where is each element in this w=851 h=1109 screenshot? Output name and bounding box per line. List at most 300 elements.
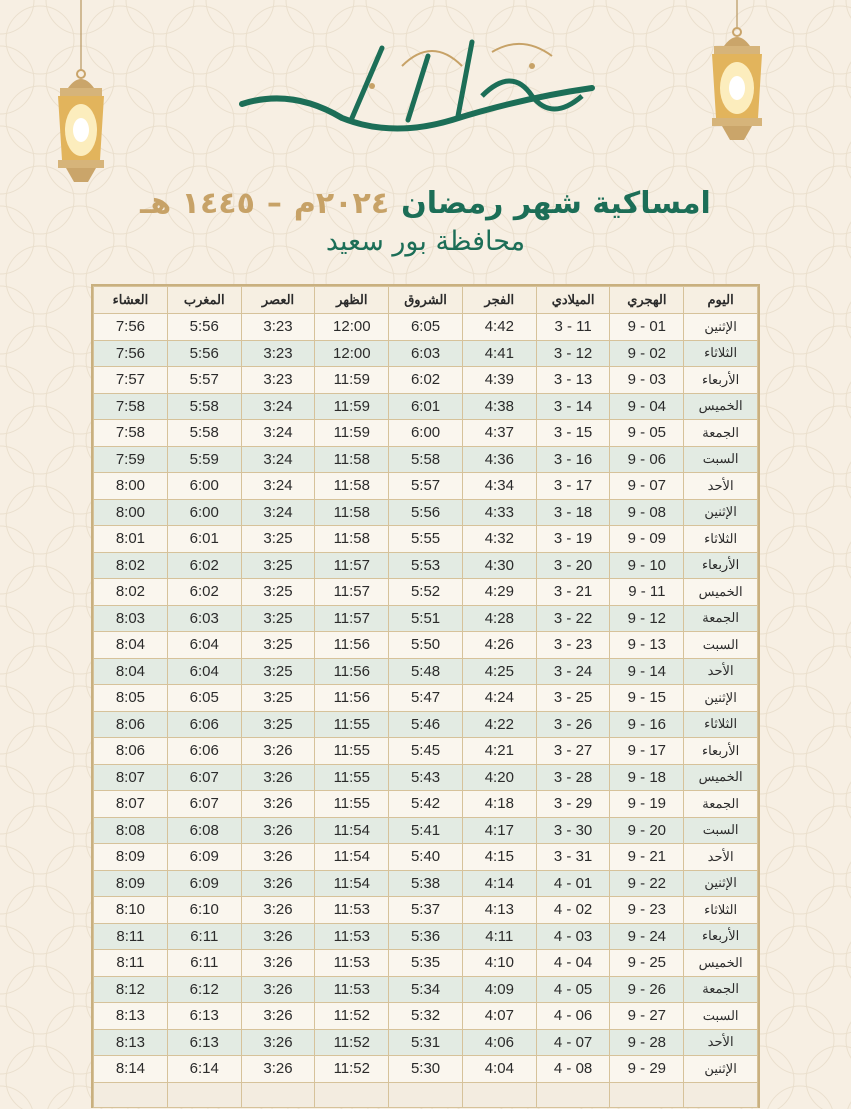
- table-cell: 3:25: [241, 685, 315, 712]
- table-cell: 3:26: [241, 817, 315, 844]
- table-cell: 4:28: [462, 605, 536, 632]
- table-cell: 8:12: [94, 976, 168, 1003]
- table-cell: 5:58: [167, 393, 241, 420]
- table-cell: 4:10: [462, 950, 536, 977]
- table-row: [94, 605, 758, 632]
- table-cell: 29 - 9: [610, 1056, 684, 1083]
- table-cell: [610, 1082, 684, 1107]
- table-cell: 5:52: [389, 579, 463, 606]
- table-cell: 5:43: [389, 764, 463, 791]
- table-cell: 8:00: [94, 473, 168, 500]
- table-cell: 5:51: [389, 605, 463, 632]
- column-header: الظهر: [315, 287, 389, 314]
- table-cell: 8:05: [94, 685, 168, 712]
- lantern-icon: [48, 0, 114, 190]
- table-cell: 5:45: [389, 738, 463, 765]
- table-cell: 5:34: [389, 976, 463, 1003]
- governorate-subtitle: محافظة بور سعيد: [325, 226, 526, 257]
- table-cell: 3:26: [241, 1056, 315, 1083]
- table-cell: 6:05: [389, 314, 463, 341]
- table-cell: 5:42: [389, 791, 463, 818]
- table-cell: 4:09: [462, 976, 536, 1003]
- table-cell: 8:06: [94, 738, 168, 765]
- table-cell: 4:21: [462, 738, 536, 765]
- table-cell: 7:56: [94, 340, 168, 367]
- table-cell: 6:03: [167, 605, 241, 632]
- table-cell: 8:07: [94, 791, 168, 818]
- table-cell: 21 - 3: [536, 579, 610, 606]
- table-cell: 7:59: [94, 446, 168, 473]
- table-cell: 04 - 9: [610, 393, 684, 420]
- table-cell: 11:52: [315, 1003, 389, 1030]
- table-row: [94, 526, 758, 553]
- table-cell: [462, 1082, 536, 1107]
- table-cell: 8:06: [94, 711, 168, 738]
- table-cell: 08 - 9: [610, 499, 684, 526]
- table-cell: 3:24: [241, 393, 315, 420]
- table-cell: 8:00: [94, 499, 168, 526]
- table-cell: 11:58: [315, 499, 389, 526]
- table-cell: 03 - 4: [536, 923, 610, 950]
- table-cell: 11:57: [315, 552, 389, 579]
- table-cell: 6:10: [167, 897, 241, 924]
- table-cell: [684, 1082, 758, 1107]
- table-row: [94, 473, 758, 500]
- table-cell: 11:59: [315, 393, 389, 420]
- table-cell: 8:11: [94, 950, 168, 977]
- table-cell: 4:36: [462, 446, 536, 473]
- table-cell: 5:47: [389, 685, 463, 712]
- table-cell: 6:11: [167, 923, 241, 950]
- table-cell: 5:38: [389, 870, 463, 897]
- lantern-icon: [704, 0, 770, 145]
- column-header: المغرب: [167, 287, 241, 314]
- table-cell: الإثنين: [684, 1056, 758, 1083]
- table-cell: 8:09: [94, 870, 168, 897]
- table-cell: 8:07: [94, 764, 168, 791]
- table-cell: 4:37: [462, 420, 536, 447]
- table-cell: 6:05: [167, 685, 241, 712]
- table-cell: 11:55: [315, 711, 389, 738]
- table-cell: 3:25: [241, 711, 315, 738]
- table-cell: 5:36: [389, 923, 463, 950]
- table-cell: 01 - 4: [536, 870, 610, 897]
- table-cell: السبت: [684, 817, 758, 844]
- table-cell: 16 - 9: [610, 711, 684, 738]
- table-cell: السبت: [684, 1003, 758, 1030]
- table-cell: 4:13: [462, 897, 536, 924]
- table-cell: 3:26: [241, 1029, 315, 1056]
- table-cell: 6:01: [389, 393, 463, 420]
- table-row: [94, 658, 758, 685]
- table-cell: 5:53: [389, 552, 463, 579]
- table-row: [94, 340, 758, 367]
- column-header: اليوم: [684, 287, 758, 314]
- table-cell: 05 - 4: [536, 976, 610, 1003]
- table-cell: 3:25: [241, 526, 315, 553]
- table-cell: 12 - 3: [536, 340, 610, 367]
- table-cell: 10 - 9: [610, 552, 684, 579]
- table-cell: الثلاثاء: [684, 526, 758, 553]
- table-cell: 23 - 3: [536, 632, 610, 659]
- table-cell: 4:30: [462, 552, 536, 579]
- table-cell: 11:56: [315, 685, 389, 712]
- table-cell: 3:23: [241, 367, 315, 394]
- table-cell: 5:37: [389, 897, 463, 924]
- table-cell: 08 - 4: [536, 1056, 610, 1083]
- table-cell: 4:42: [462, 314, 536, 341]
- table-cell: 5:46: [389, 711, 463, 738]
- table-cell: 18 - 3: [536, 499, 610, 526]
- table-cell: الثلاثاء: [684, 711, 758, 738]
- table-cell: 7:58: [94, 393, 168, 420]
- table-cell: 11:53: [315, 976, 389, 1003]
- hijri-year: ١٤٤٥ هـ: [140, 185, 255, 221]
- table-cell: 4:32: [462, 526, 536, 553]
- table-cell: 6:07: [167, 791, 241, 818]
- table-cell: 4:11: [462, 923, 536, 950]
- table-cell: 3:23: [241, 314, 315, 341]
- table-cell: 12 - 9: [610, 605, 684, 632]
- table-cell: الجمعة: [684, 420, 758, 447]
- table-cell: 6:00: [389, 420, 463, 447]
- table-row: [94, 923, 758, 950]
- table-cell: 15 - 9: [610, 685, 684, 712]
- table-cell: الأحد: [684, 473, 758, 500]
- table-cell: الثلاثاء: [684, 340, 758, 367]
- table-row: [94, 1003, 758, 1030]
- table-cell: 02 - 9: [610, 340, 684, 367]
- table-cell: [167, 1082, 241, 1107]
- table-cell: 3:24: [241, 499, 315, 526]
- table-cell: الأربعاء: [684, 738, 758, 765]
- table-cell: 4:41: [462, 340, 536, 367]
- table-cell: 06 - 4: [536, 1003, 610, 1030]
- column-header: الفجر: [462, 287, 536, 314]
- table-cell: 25 - 3: [536, 685, 610, 712]
- table-cell: الإثنين: [684, 499, 758, 526]
- table-cell: 11:54: [315, 844, 389, 871]
- table-cell: 3:26: [241, 950, 315, 977]
- table-cell: 20 - 9: [610, 817, 684, 844]
- table-row: [94, 685, 758, 712]
- table-cell: 4:22: [462, 711, 536, 738]
- table-cell: 6:14: [167, 1056, 241, 1083]
- table-cell: 12:00: [315, 314, 389, 341]
- table-row: [94, 632, 758, 659]
- table-cell: الأربعاء: [684, 367, 758, 394]
- table-cell: 11:58: [315, 526, 389, 553]
- table-row: [94, 579, 758, 606]
- table-cell: 4:33: [462, 499, 536, 526]
- table-cell: الأحد: [684, 1029, 758, 1056]
- table-cell: 22 - 9: [610, 870, 684, 897]
- table-row: [94, 791, 758, 818]
- table-cell: الجمعة: [684, 791, 758, 818]
- table-cell: 4:34: [462, 473, 536, 500]
- table-cell: 6:04: [167, 632, 241, 659]
- table-cell: 27 - 3: [536, 738, 610, 765]
- table-cell: 6:06: [167, 711, 241, 738]
- table-row: [94, 950, 758, 977]
- table-cell: [536, 1082, 610, 1107]
- table-cell: 8:02: [94, 552, 168, 579]
- table-cell: 4:24: [462, 685, 536, 712]
- table-cell: [94, 1082, 168, 1107]
- table-cell: 3:25: [241, 579, 315, 606]
- table-cell: 7:57: [94, 367, 168, 394]
- table-cell: 3:26: [241, 923, 315, 950]
- table-cell: الخميس: [684, 579, 758, 606]
- table-cell: 3:25: [241, 605, 315, 632]
- table-cell: الإثنين: [684, 870, 758, 897]
- table-cell: 12:00: [315, 340, 389, 367]
- table-cell: 25 - 9: [610, 950, 684, 977]
- table-cell: 6:03: [389, 340, 463, 367]
- table-cell: 19 - 9: [610, 791, 684, 818]
- table-cell: 5:32: [389, 1003, 463, 1030]
- table-cell: 09 - 9: [610, 526, 684, 553]
- table-cell: 11:58: [315, 446, 389, 473]
- table-row: [94, 499, 758, 526]
- table-cell: 6:00: [167, 473, 241, 500]
- table-cell: 29 - 3: [536, 791, 610, 818]
- table-cell: 11:57: [315, 605, 389, 632]
- table-cell: 3:26: [241, 897, 315, 924]
- table-cell: 19 - 3: [536, 526, 610, 553]
- table-cell: 6:00: [167, 499, 241, 526]
- table-header-row: [94, 287, 758, 314]
- table-cell: الخميس: [684, 393, 758, 420]
- table-cell: 3:24: [241, 420, 315, 447]
- table-row: [94, 711, 758, 738]
- table-cell: 4:17: [462, 817, 536, 844]
- table-row: [94, 1056, 758, 1083]
- table-cell: 28 - 9: [610, 1029, 684, 1056]
- table-cell: 3:23: [241, 340, 315, 367]
- table-cell: 04 - 4: [536, 950, 610, 977]
- table-cell: 5:40: [389, 844, 463, 871]
- table-cell: 8:13: [94, 1003, 168, 1030]
- table-cell: 4:39: [462, 367, 536, 394]
- table-cell: 11:59: [315, 420, 389, 447]
- column-header: الميلادي: [536, 287, 610, 314]
- table-cell: 11:56: [315, 632, 389, 659]
- table-row: [94, 738, 758, 765]
- table-cell: 4:25: [462, 658, 536, 685]
- table-cell: 21 - 9: [610, 844, 684, 871]
- table-cell: 26 - 9: [610, 976, 684, 1003]
- table-cell: 11:54: [315, 817, 389, 844]
- table-cell: الجمعة: [684, 976, 758, 1003]
- column-header: العشاء: [94, 287, 168, 314]
- table-cell: الأحد: [684, 658, 758, 685]
- table-cell: 6:13: [167, 1029, 241, 1056]
- table-cell: الخميس: [684, 950, 758, 977]
- table-cell: 07 - 4: [536, 1029, 610, 1056]
- table-cell: 13 - 9: [610, 632, 684, 659]
- table-cell: 3:24: [241, 446, 315, 473]
- table-cell: 28 - 3: [536, 764, 610, 791]
- table-row: [94, 446, 758, 473]
- table-cell: 5:57: [167, 367, 241, 394]
- table-cell: 24 - 9: [610, 923, 684, 950]
- table-cell: 17 - 3: [536, 473, 610, 500]
- column-header: الشروق: [389, 287, 463, 314]
- table-cell: الجمعة: [684, 605, 758, 632]
- table-cell: 5:56: [389, 499, 463, 526]
- table-cell: 11:58: [315, 473, 389, 500]
- table-cell: 4:38: [462, 393, 536, 420]
- table-cell: 11:52: [315, 1029, 389, 1056]
- table-cell: 3:25: [241, 632, 315, 659]
- table-cell: 18 - 9: [610, 764, 684, 791]
- table-cell: 6:06: [167, 738, 241, 765]
- column-header: العصر: [241, 287, 315, 314]
- table-cell: 8:01: [94, 526, 168, 553]
- table-cell: 14 - 3: [536, 393, 610, 420]
- table-cell: 4:26: [462, 632, 536, 659]
- table-cell: الأحد: [684, 844, 758, 871]
- table-cell: 5:56: [167, 314, 241, 341]
- table-cell: الإثنين: [684, 685, 758, 712]
- title-prefix: امساكية شهر رمضان: [401, 185, 711, 221]
- table-cell: 8:04: [94, 658, 168, 685]
- table-cell: 4:20: [462, 764, 536, 791]
- table-cell: 8:13: [94, 1029, 168, 1056]
- table-cell: 4:07: [462, 1003, 536, 1030]
- table-cell: 5:55: [389, 526, 463, 553]
- table-cell: 13 - 3: [536, 367, 610, 394]
- table-row: [94, 870, 758, 897]
- table-cell: 20 - 3: [536, 552, 610, 579]
- table-cell: السبت: [684, 632, 758, 659]
- table-row: [94, 976, 758, 1003]
- table-cell: 4:18: [462, 791, 536, 818]
- table-cell: 3:26: [241, 738, 315, 765]
- table-cell: 11:56: [315, 658, 389, 685]
- table-cell: 3:26: [241, 844, 315, 871]
- table-cell: 6:02: [167, 552, 241, 579]
- page-title: [0, 180, 851, 226]
- table-cell: 7:56: [94, 314, 168, 341]
- table-row: [94, 817, 758, 844]
- table-cell: 30 - 3: [536, 817, 610, 844]
- table-cell: 5:58: [389, 446, 463, 473]
- table-cell: 11:59: [315, 367, 389, 394]
- table-cell: 5:56: [167, 340, 241, 367]
- table-cell: 6:02: [167, 579, 241, 606]
- table-cell: 07 - 9: [610, 473, 684, 500]
- table-cell: 5:48: [389, 658, 463, 685]
- table-cell: 26 - 3: [536, 711, 610, 738]
- table-cell: 6:08: [167, 817, 241, 844]
- table-row: [94, 764, 758, 791]
- table-cell: 5:30: [389, 1056, 463, 1083]
- table-cell: 5:41: [389, 817, 463, 844]
- ramadan-kareem-logo: [232, 26, 612, 146]
- table-cell: 11:53: [315, 950, 389, 977]
- table-cell: 5:57: [389, 473, 463, 500]
- table-cell: 8:04: [94, 632, 168, 659]
- table-cell: 5:31: [389, 1029, 463, 1056]
- table-row: [94, 844, 758, 871]
- table-cell: 6:04: [167, 658, 241, 685]
- table-cell: 8:09: [94, 844, 168, 871]
- table-cell: 6:11: [167, 950, 241, 977]
- table-cell: 3:26: [241, 764, 315, 791]
- table-cell: 8:14: [94, 1056, 168, 1083]
- table-cell: 5:35: [389, 950, 463, 977]
- table-cell: 8:03: [94, 605, 168, 632]
- table-row: [94, 393, 758, 420]
- table-cell: 6:09: [167, 870, 241, 897]
- table-cell: 3:26: [241, 976, 315, 1003]
- table-row: [94, 367, 758, 394]
- table-cell: 22 - 3: [536, 605, 610, 632]
- table-cell: 11:55: [315, 791, 389, 818]
- table-cell: 4:15: [462, 844, 536, 871]
- table-cell: 24 - 3: [536, 658, 610, 685]
- table-cell: 4:29: [462, 579, 536, 606]
- table-cell: السبت: [684, 446, 758, 473]
- table-cell: 6:09: [167, 844, 241, 871]
- table-cell: 4:06: [462, 1029, 536, 1056]
- table-cell: 6:12: [167, 976, 241, 1003]
- table-cell: 3:26: [241, 1003, 315, 1030]
- table-cell: 27 - 9: [610, 1003, 684, 1030]
- table-cell: 6:02: [389, 367, 463, 394]
- table-cell: [315, 1082, 389, 1107]
- table-cell: 6:13: [167, 1003, 241, 1030]
- table-cell: الخميس: [684, 764, 758, 791]
- table-cell: 01 - 9: [610, 314, 684, 341]
- gregorian-year: ٢٠٢٤م: [293, 185, 390, 221]
- table-cell: 8:11: [94, 923, 168, 950]
- table-row: [94, 314, 758, 341]
- table-cell: 06 - 9: [610, 446, 684, 473]
- table-cell: الأربعاء: [684, 552, 758, 579]
- table-cell: 05 - 9: [610, 420, 684, 447]
- prayer-times-table: [91, 284, 760, 1108]
- column-header: الهجري: [610, 287, 684, 314]
- table-cell: [389, 1082, 463, 1107]
- table-cell: 16 - 3: [536, 446, 610, 473]
- table-row: [94, 420, 758, 447]
- table-cell: 11 - 9: [610, 579, 684, 606]
- table-cell: 8:02: [94, 579, 168, 606]
- table-cell: 4:14: [462, 870, 536, 897]
- table-row: [94, 1029, 758, 1056]
- table-cell: الإثنين: [684, 314, 758, 341]
- table-cell: 3:26: [241, 791, 315, 818]
- table-cell: 5:58: [167, 420, 241, 447]
- table-cell: 6:07: [167, 764, 241, 791]
- table-row-empty: [94, 1082, 758, 1107]
- table-cell: 3:25: [241, 658, 315, 685]
- table-cell: 3:25: [241, 552, 315, 579]
- table-cell: 8:08: [94, 817, 168, 844]
- table-cell: 31 - 3: [536, 844, 610, 871]
- table-cell: 6:01: [167, 526, 241, 553]
- table-cell: 8:10: [94, 897, 168, 924]
- table-cell: 15 - 3: [536, 420, 610, 447]
- table-cell: 7:58: [94, 420, 168, 447]
- table-cell: 17 - 9: [610, 738, 684, 765]
- table-cell: الأربعاء: [684, 923, 758, 950]
- table-cell: 3:24: [241, 473, 315, 500]
- table-cell: 03 - 9: [610, 367, 684, 394]
